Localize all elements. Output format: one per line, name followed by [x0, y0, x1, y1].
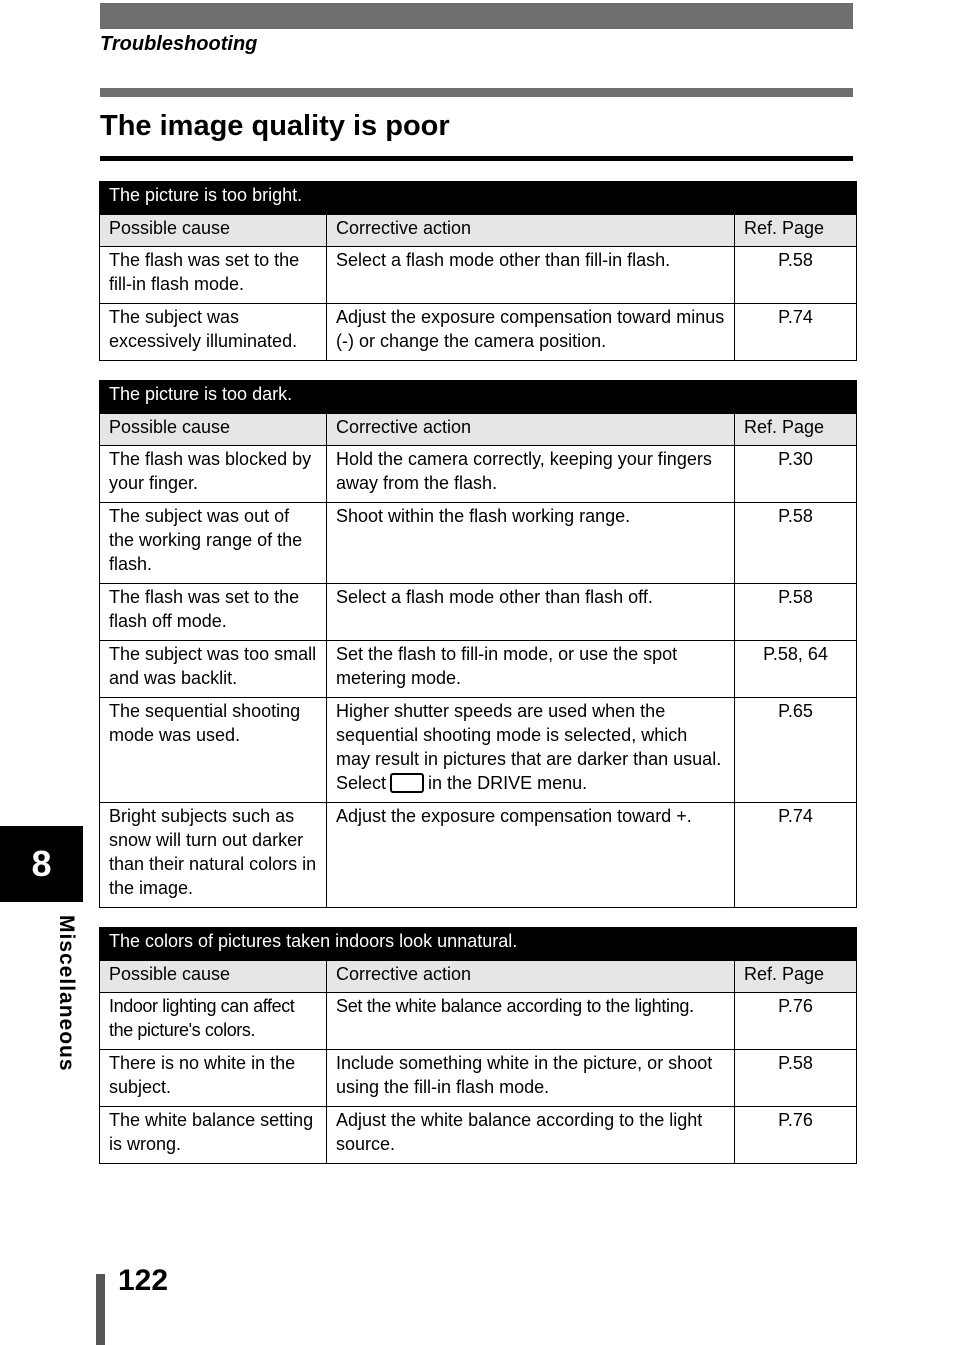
ref-cell: P.65 — [735, 698, 857, 803]
table-too-bright — [99, 181, 857, 361]
col-header-ref: Ref. Page — [735, 414, 857, 446]
cause-cell: The subject was out of the working range of the flash. — [100, 503, 327, 584]
col-header-action: Corrective action — [327, 961, 735, 993]
action-cell: Adjust the exposure compensation toward +. — [327, 803, 735, 908]
chapter-tab: 8 — [0, 826, 83, 902]
action-text: in the DRIVE menu. — [428, 773, 588, 793]
action-cell: Set the flash to fill-in mode, or use the spot metering mode. — [327, 641, 735, 698]
table-row — [100, 803, 857, 908]
table-row — [100, 446, 857, 503]
col-header-action: Corrective action — [327, 414, 735, 446]
action-cell: Adjust the exposure compensation toward minus (-) or change the camera position. — [327, 304, 735, 361]
table-title: The picture is too bright. — [100, 182, 857, 215]
col-header-ref: Ref. Page — [735, 215, 857, 247]
table-row — [100, 304, 857, 361]
page-number-bar — [96, 1274, 105, 1345]
page-title: The image quality is poor — [100, 110, 450, 142]
ref-cell: P.74 — [735, 304, 857, 361]
col-header-action: Corrective action — [327, 215, 735, 247]
action-cell — [327, 698, 735, 803]
ref-cell: P.58 — [735, 503, 857, 584]
table-row — [100, 1050, 857, 1107]
table-row — [100, 993, 857, 1050]
action-cell: Select a flash mode other than fill-in flash. — [327, 247, 735, 304]
section-label: Troubleshooting — [100, 33, 258, 55]
title-bar — [100, 88, 853, 97]
action-cell: Set the white balance according to the lighting. — [327, 993, 735, 1050]
chapter-name: Miscellaneous — [55, 915, 78, 1072]
action-text: Higher shutter speeds are used when the sequential shooting mode is selected, which may result in pictures that are darker than usual. Select — [336, 701, 722, 793]
col-header-ref: Ref. Page — [735, 961, 857, 993]
action-cell: Hold the camera correctly, keeping your fingers away from the flash. — [327, 446, 735, 503]
page-number: 122 — [118, 1264, 169, 1297]
ref-cell: P.58 — [735, 584, 857, 641]
table-row — [100, 247, 857, 304]
col-header-cause: Possible cause — [100, 961, 327, 993]
table-title: The colors of pictures taken indoors look unnatural. — [100, 928, 857, 961]
table-row — [100, 503, 857, 584]
ref-cell: P.58 — [735, 247, 857, 304]
cause-cell: The flash was set to the fill-in flash mode. — [100, 247, 327, 304]
cause-cell: The white balance setting is wrong. — [100, 1107, 327, 1164]
action-cell: Shoot within the flash working range. — [327, 503, 735, 584]
cause-cell: Bright subjects such as snow will turn out darker than their natural colors in the image. — [100, 803, 327, 908]
col-header-cause: Possible cause — [100, 215, 327, 247]
title-rule — [100, 156, 853, 161]
ref-cell: P.30 — [735, 446, 857, 503]
cause-cell: The flash was blocked by your finger. — [100, 446, 327, 503]
ref-cell: P.58, 64 — [735, 641, 857, 698]
cause-cell: Indoor lighting can affect the picture's colors. — [100, 993, 327, 1050]
action-cell: Select a flash mode other than flash off. — [327, 584, 735, 641]
table-indoor-colors — [99, 927, 857, 1164]
cause-cell: The sequential shooting mode was used. — [100, 698, 327, 803]
ref-cell: P.74 — [735, 803, 857, 908]
table-title: The picture is too dark. — [100, 381, 857, 414]
single-frame-drive-icon — [390, 773, 424, 793]
cause-cell: The subject was excessively illuminated. — [100, 304, 327, 361]
col-header-cause: Possible cause — [100, 414, 327, 446]
table-row — [100, 584, 857, 641]
cause-cell: The flash was set to the flash off mode. — [100, 584, 327, 641]
cause-cell: The subject was too small and was backlit. — [100, 641, 327, 698]
table-row — [100, 698, 857, 803]
action-cell: Include something white in the picture, or shoot using the fill-in flash mode. — [327, 1050, 735, 1107]
ref-cell: P.58 — [735, 1050, 857, 1107]
header-bar — [100, 3, 853, 29]
cause-cell: There is no white in the subject. — [100, 1050, 327, 1107]
ref-cell: P.76 — [735, 1107, 857, 1164]
table-row — [100, 641, 857, 698]
ref-cell: P.76 — [735, 993, 857, 1050]
action-cell: Adjust the white balance according to the light source. — [327, 1107, 735, 1164]
table-row — [100, 1107, 857, 1164]
table-too-dark — [99, 380, 857, 908]
